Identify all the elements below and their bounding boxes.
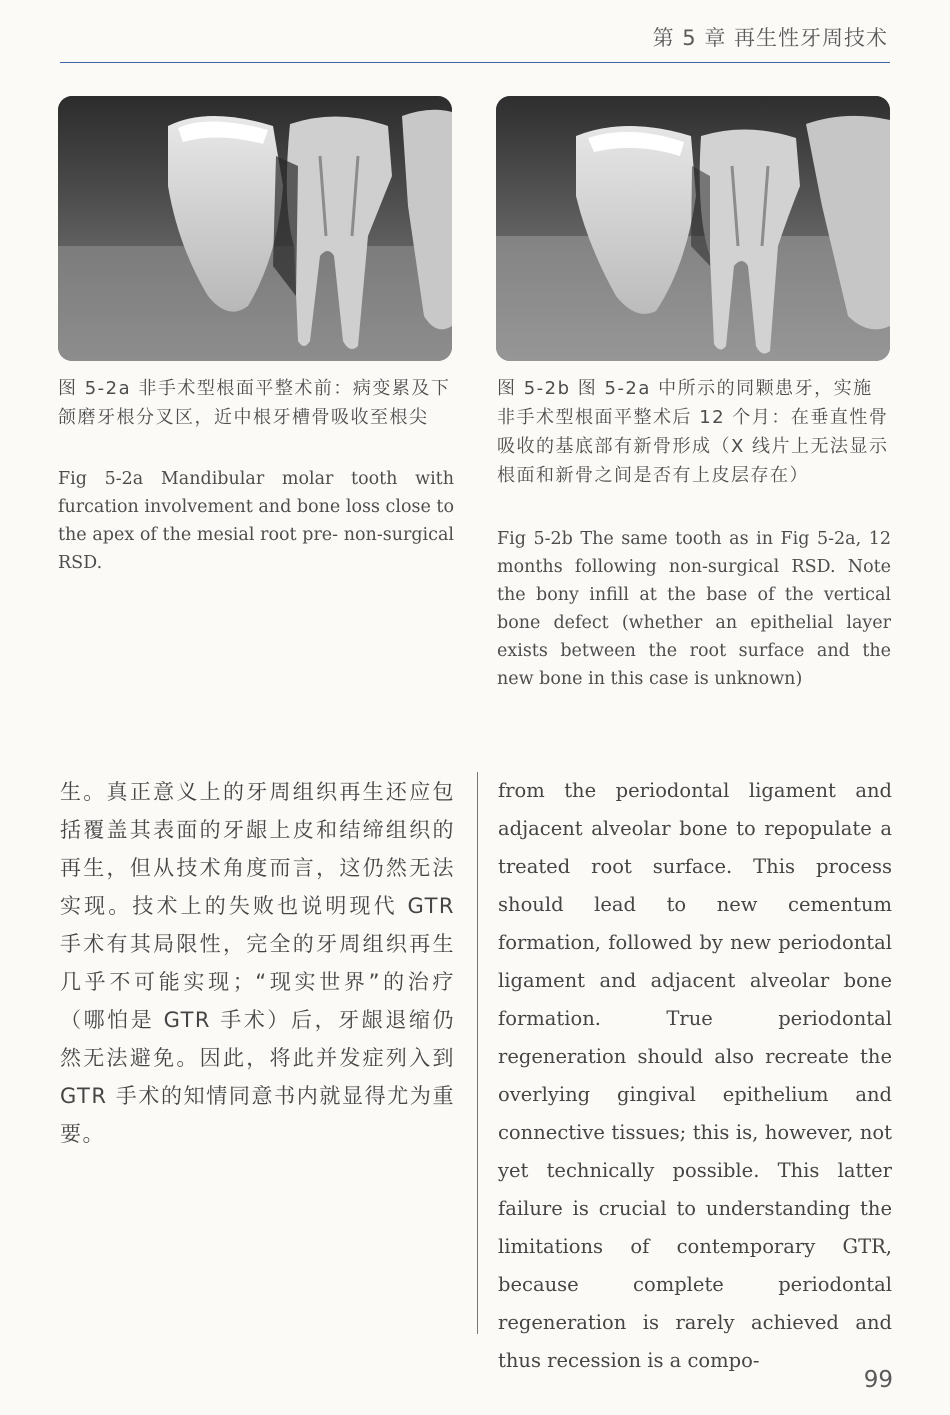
page-number: 99 xyxy=(863,1367,893,1393)
column-divider xyxy=(477,772,478,1334)
figure-caption-en: Fig 5-2b The same tooth as in Fig 5-2a, 12 months following non-surgical RSD. Note the bony infill at the base of the vertical bone defect (whether an epithelial layer exists between the root surface and the new bone in this case is unknown) xyxy=(497,529,891,689)
figure-caption-zh: 图 5-2a 非手术型根面平整术前：病变累及下颌磨牙根分叉区，近中根牙槽骨吸收至根尖 xyxy=(58,378,451,428)
radiograph-fig-5-2a xyxy=(58,96,452,361)
running-header xyxy=(60,18,890,63)
figure-caption-zh: 图 5-2b 图 5-2a 中所示的同颗患牙，实施非手术型根面平整术后 12 个月：在垂直性骨吸收的基底部有新骨形成（X 线片上无法显示根面和新骨之间是否有上皮层存在） xyxy=(497,378,889,486)
figure-caption-en: Fig 5-2a Mandibular molar tooth with furcation involvement and bone loss close to the apex of the mesial root pre- non-surgical RSD. xyxy=(58,469,454,573)
radiograph-fig-5-2b xyxy=(496,96,890,361)
chapter-title: 第 5 章 再生性牙周技术 xyxy=(652,26,888,50)
body-text-zh: 生。真正意义上的牙周组织再生还应包括覆盖其表面的牙龈上皮和结缔组织的再生，但从技术角度而言，这仍然无法实现。技术上的失败也说明现代 GTR 手术有其局限性，完全的牙周组织再生几乎不可能实现；“现实世界”的治疗（哪怕是 GTR 手术）后，牙龈退缩仍然无法避免。因此，将此并发症列入到 GTR 手术的知情同意书内就显得尤为重要。 xyxy=(60,780,455,1146)
body-text-en: from the periodontal ligament and adjacent alveolar bone to repopulate a treated root surface. This process should lead to new cementum formation, followed by new periodontal ligament and adjacent alveolar bone formation. True periodontal regeneration should also recreate the overlying gingival epithelium and connective tissues; this is, however, not yet technically possible. This latter failure is crucial to understanding the limitations of contemporary GTR, because complete periodontal regeneration is rarely achieved and thus recession is a compo- xyxy=(498,779,892,1372)
